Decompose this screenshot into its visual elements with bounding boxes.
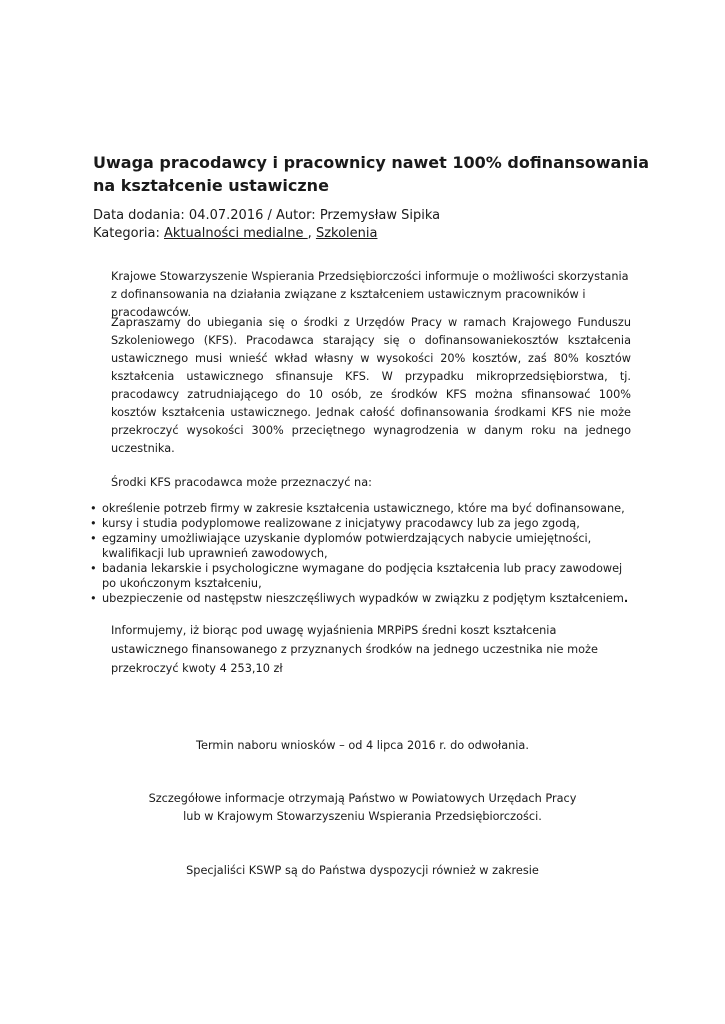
list-item xyxy=(90,531,635,561)
category-label: Kategoria: xyxy=(93,226,164,241)
specialists-text: Specjaliści KSWP są do Państwa dyspozycji również w zakresie xyxy=(186,864,539,877)
category-link-aktualnosci[interactable]: Aktualności medialne xyxy=(164,226,308,241)
category-link-szkolenia[interactable]: Szkolenia xyxy=(315,226,378,241)
article-date-author: Data dodania: 04.07.2016 / Autor: Przemysław Sipika xyxy=(93,208,441,223)
bullet-icon: • xyxy=(90,562,97,575)
list-end-dot: . xyxy=(623,592,629,605)
category-separator: , xyxy=(307,226,316,241)
list-item-text: ubezpieczenie od następstw nieszczęśliwych wypadków w związku z podjętym kształceniem xyxy=(102,592,624,605)
bullet-icon: • xyxy=(90,517,97,530)
list-item-text: badania lekarskie i psychologiczne wymagane do podjęcia kształcenia lub pracy zawodowej po ukończonym kształceniu, xyxy=(102,562,623,590)
intro-paragraph: Krajowe Stowarzyszenie Wspierania Przedsiębiorczości informuje o możliwości skorzystania z dofinansowania na działania związane z kształceniem ustawicznym pracowników i pracodawców. xyxy=(111,270,629,319)
details-line-1: Szczegółowe informacje otrzymają Państwo w Powiatowych Urzędach Pracy xyxy=(148,792,577,805)
list-item xyxy=(90,561,635,591)
info-paragraph: Informujemy, iż biorąc pod uwagę wyjaśnienia MRPiPS średni koszt kształcenia ustawicznego finansowanego z przyznanych środków na jednego uczestnika nie może przekroczyć kwoty 4 253,10 zł xyxy=(111,624,598,675)
list-item xyxy=(90,516,635,531)
list-item-text: określenie potrzeb firmy w zakresie kształcenia ustawicznego, które ma być dofinansowane, xyxy=(102,502,625,515)
list-item-text: egzaminy umożliwiające uzyskanie dyplomów potwierdzających nabycie umiejętności, kwalifikacji lub uprawnień zawodowych, xyxy=(102,532,592,560)
list-item xyxy=(90,591,635,606)
bullet-icon: • xyxy=(90,532,97,545)
deadline-text: Termin naboru wniosków – od 4 lipca 2016 r. do odwołania. xyxy=(196,739,529,752)
kfs-uses-list xyxy=(90,501,635,606)
details-line-2: lub w Krajowym Stowarzyszeniu Wspierania Przedsiębiorczości. xyxy=(183,810,542,823)
article-category-line xyxy=(93,225,377,243)
list-item xyxy=(90,501,635,516)
bullet-icon: • xyxy=(90,502,97,515)
kfs-paragraph: Zapraszamy do ubiegania się o środki z Urzędów Pracy w ramach Krajowego Funduszu Szkoleniowego (KFS). Pracodawca starający się o dofinansowaniekosztów kształcenia ustawicznego musi wnieść wkład własny w wysokości 20% kosztów, zaś 80% kosztów kształcenia ustawicznego sfinansuje KFS. W przypadku mikroprzedsiębiorstwa, tj. pracodawcy zatrudniającego do 10 osób, ze środków KFS można sfinansować 100% kosztów kształcenia ustawicznego. Jednak całość dofinansowania środkami KFS nie może przekroczyć wysokości 300% przeciętnego wynagrodzenia w danym roku na jednego uczestnika. xyxy=(111,316,631,455)
list-intro: Środki KFS pracodawca może przeznaczyć na: xyxy=(111,476,372,489)
list-item-text: kursy i studia podyplomowe realizowane z inicjatywy pracodawcy lub za jego zgodą, xyxy=(102,517,580,530)
bullet-icon: • xyxy=(90,592,97,605)
article-title: Uwaga pracodawcy i pracownicy nawet 100% dofinansowania na kształcenie ustawiczne xyxy=(93,153,650,195)
